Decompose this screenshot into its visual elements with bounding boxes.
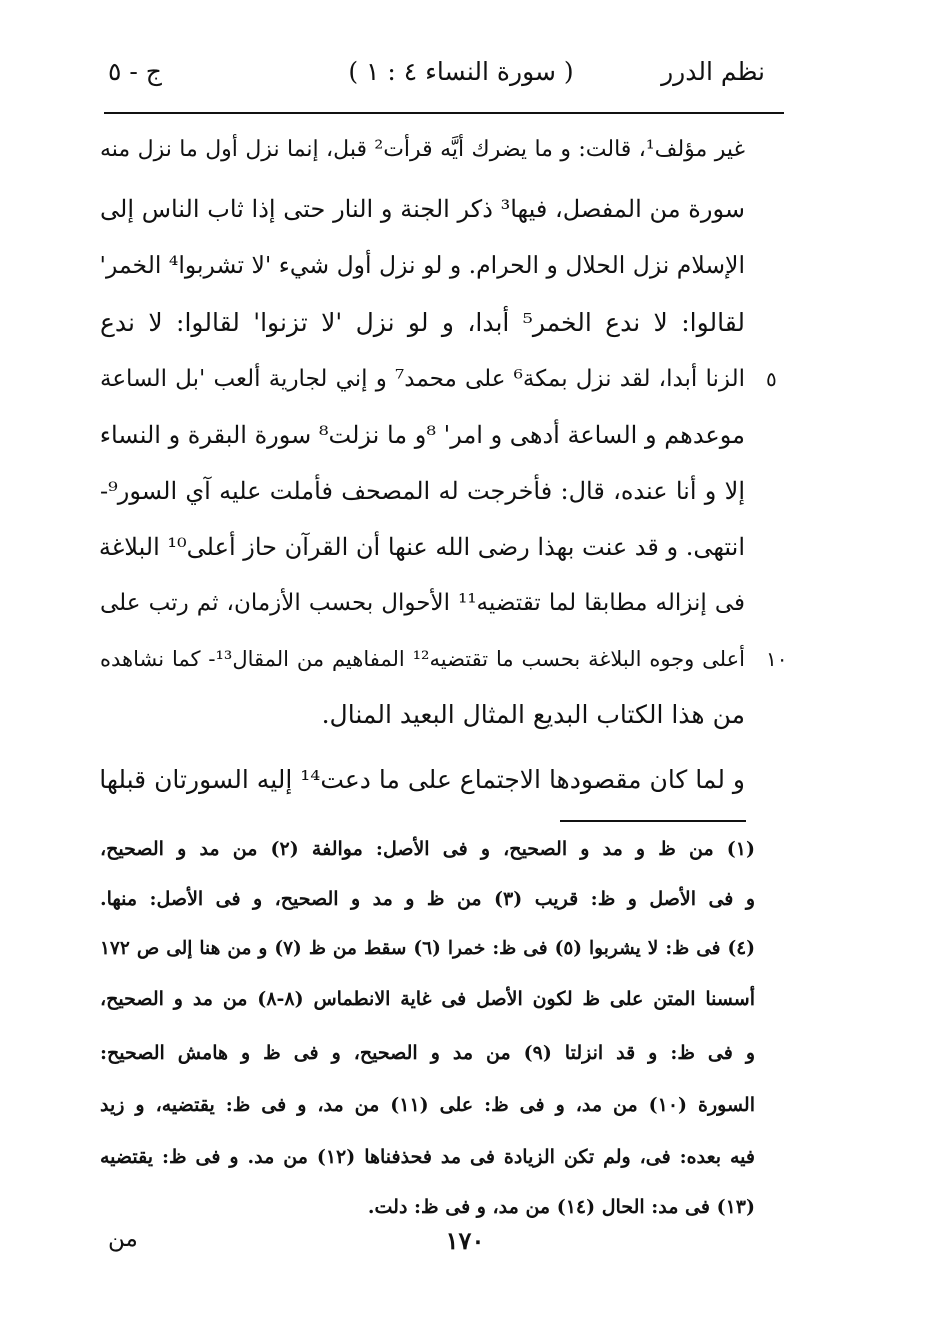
footnote-line: (١٣) فى مد: الحال (١٤) من مد، و فى ظ: دلت. <box>367 1196 755 1218</box>
text-line: الزنا أبدا، لقد نزل بمكة⁶ على محمد⁷ و إني لجارية ألعب 'بل الساعة <box>100 366 745 392</box>
footnote-line: أسسنا المتن على ظ لكون الأصل فى غاية الانطماس (٨-٨) من مد و الصحيح، <box>100 988 755 1010</box>
text-line: من هذا الكتاب البديع المثال البعيد المنال. <box>321 700 745 729</box>
text-line: سورة من المفصل، فيها³ ذكر الجنة و النار حتى إذا ثاب الناس إلى <box>100 195 745 223</box>
header-rule <box>104 112 784 114</box>
footnote-line: (٤) فى ظ: لا يشربوا (٥) فى ظ: خمرا (٦) سقط من ظ (٧) و من هنا إلى ص ١٧٢ <box>100 938 755 959</box>
text-line: فى إنزاله مطابقا لما تقتضيه¹¹ الأحوال بحسب الأزمان، ثم رتب على <box>100 590 745 616</box>
line-number-5: ٥ <box>766 367 777 391</box>
line-number-10: ١٠ <box>766 647 788 671</box>
footnote-separator <box>560 820 746 822</box>
text-line: إلا و أنا عنده، قال: فأخرجت له المصحف فأملت عليه آي السور⁹- <box>100 477 745 505</box>
catchword: من <box>108 1226 138 1252</box>
footnote-line: فيه بعده: فى، ولم تكن الزيادة فى مد فحذفناها (١٢) من مد. و فى ظ: يقتضيه <box>100 1146 755 1168</box>
text-line: غير مؤلف¹، قالت: و ما يضرك أيَّه قرأت² قبل، إنما نزل أول ما نزل منه <box>100 137 745 162</box>
footnote-line: السورة (١٠) من مد، و فى ظ: على (١١) من مد، و فى ظ: يقتضيه، و زيد <box>100 1094 755 1116</box>
text-line: أعلى وجوه البلاغة بحسب ما تقتضيه¹² المفاهيم من المقال¹³- كما نشاهده <box>100 647 746 671</box>
footnote-line: (١) من ظ و مد و الصحيح، و فى الأصل: موالفة (٢) من مد و الصحيح، <box>100 838 755 860</box>
page-number: ١٧٠ <box>445 1226 485 1255</box>
surah-reference: ( سورة النساء ٤ : ١ ) <box>348 57 574 86</box>
footnote-line: و فى ظ: و قد انزلتا (٩) من مد و الصحيح، و فى ظ و هامش الصحيح: <box>100 1042 755 1064</box>
text-line: موعدهم و الساعة أدهى و امر' ⁸و ما نزلت⁸ سورة البقرة و النساء <box>99 421 745 449</box>
text-line: و لما كان مقصودها الاجتماع على ما دعت¹⁴ إليه السورتان قبلها <box>99 765 745 794</box>
text-line: لقالوا: لا ندع الخمر⁵ أبدا، و لو نزل 'لا تزنوا' لقالوا: لا ندع <box>100 308 745 337</box>
volume-marker: ج - ٥ <box>108 57 162 86</box>
text-line: انتهى. و قد عنت بهذا رضى الله عنها أن القرآن حاز أعلى¹⁰ البلاغة <box>98 533 745 561</box>
text-line: الإسلام نزل الحلال و الحرام. و لو نزل أول شيء 'لا تشربوا⁴ الخمر' <box>99 251 745 279</box>
running-title: نظم الدرر <box>661 57 765 86</box>
footnote-line: و فى الأصل و ظ: قريب (٣) من ظ و مد و الصحيح، و فى الأصل: منها. <box>100 888 756 910</box>
